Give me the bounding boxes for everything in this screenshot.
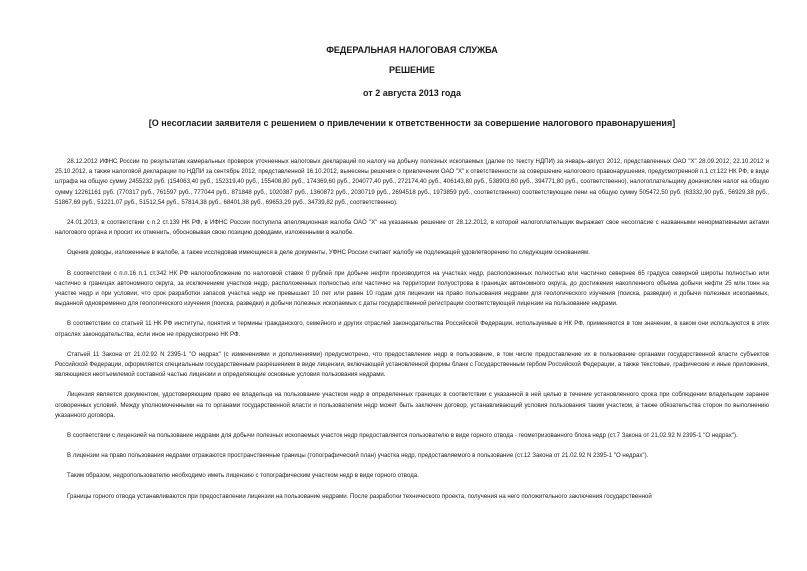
paragraph-11: Границы горного отвода устанавливаются при предоставлении лицензии на пользование недрами. После разработки технического проекта, получения на него положительного заключения государственной [67,492,652,500]
paragraph-9: В лицензии на право пользования недрами отражаются пространственные границы (топографический план) участка недр, предоставляемого в пользование (ст.12 Закона от 21.02.92 N 2395-1 "О недрах"). [67,452,649,460]
document-date: от 2 августа 2013 года [363,88,461,98]
paragraph-10: Таким образом, недропользователю необходимо иметь лицензию с топографическим участком недр в виде горного отвода. [67,472,419,480]
paragraph-1: 28.12.2012 ИФНС России по результатам камеральных проверок уточненных налоговых деклараций по налогу на добычу полезных ископаемых (далее по тексту НДПИ) за январь-август 2012, представленных ОАО "Х" 28.09.2012, 22.10.2012 и 25.10.2012, а также налоговой декларации по НДПИ за сентябрь 2012, представленной 16.10.2012, вынесены решения о привлечении ОАО "Х" к ответственности за совершение налогового правонарушения, предусмотренной п.1 ст.122 НК РФ, в виде штрафа на общую сумму 2455232 руб. (154063,40 руб., 152319,40 руб., 155408,80 руб., 174369,60 руб., 204077,40 руб., 272174,40 руб., 406143,80 руб., 538903,60 руб., 394771,80 руб., соответственно), налогоплательщику доначислен налог на общую сумму 12261161 руб. (770317 руб., 761597 руб., 777044 руб., 871848 руб., 1020387 руб., 1360872 руб., 2030719 руб., 2694518 руб., 1973859 руб., соответственно) соответствующие пени на общую сумму 505472,50 руб. (63332,90 руб., 56929,38 руб., 51867,69 руб., 51221,07 руб., 51512,54 руб., 57814,38 руб., 68401,38 руб., 69653,29 руб., 34739,82 руб., соответственно). [55,158,769,206]
paragraph-7: Лицензия является документом, удостоверяющим право ее владельца на пользование участком недр в определенных границах в соответствии с указанной в ней целью в течение установленного срока при соблюдении владельцем заранее оговоренных условий. Между уполномоченными на то органами государственной власти и пользователем недр может быть заключен договор, устанавливающий условия пользования таким участком, а также обязательства сторон по выполнению указанного договора. [55,391,769,419]
document-body [55,129,769,502]
document-subject: [О несогласии заявителя с решением о привлечении к ответственности за совершение налогового правонарушения] [148,118,676,128]
paragraph-6: Статьей 11 Закона от 21.02.92 N 2395-1 "О недрах" (с изменениями и дополнениями) предусмотрено, что предоставление недр в пользование, в том числе предоставление их в пользование органами государственной власти субъектов Российской Федерации, оформляется специальным государственным разрешением в виде лицензии, включающей установленной формы бланк с Государственным гербом Российской Федерации, а также текстовые, графические и иные приложения, являющиеся неотъемлемой составной частью лицензии и определяющие основные условия пользования недрами. [55,350,769,379]
document-type: РЕШЕНИЕ [388,65,436,75]
paragraph-8: В соответствии с лицензией на пользование недрами для добычи полезных ископаемых участок недр предоставляется пользователю в виде горного отвода - геометризованного блока недр (ст.7 Закона от 21.02.92 N 2395-1 "О недрах"). [67,432,738,440]
agency-title: ФЕДЕРАЛЬНАЯ НАЛОГОВАЯ СЛУЖБА [326,45,498,55]
paragraph-3: Оценив доводы, изложенные в жалобе, а также исследовав имеющиеся в деле документы, УФНС России считает жалобу не подлежащей удовлетворению по следующим основаниям. [67,249,590,257]
paragraph-2: 24.01.2013, в соответствии с п.2 ст.139 НК РФ, в ИФНС России поступила апелляционная жалоба ОАО "Х" на указанные решение от 28.12.2012, в которой налогоплательщик выражает свое несогласие с названными ненормативными актами налогового органа и просит их отменить, обосновывая свою позицию доводами, изложенными в жалобе. [55,219,769,237]
paragraph-4: В соответствии с п.п.16 п.1 ст.342 НК РФ налогообложение по налоговой ставке 0 рублей при добыче нефти производится на участках недр, расположенных полностью или частично севернее 65 градуса северной широты полностью или частично в границах автономного округа, за исключением участков недр, расположенных полностью или частично на территории полуострова в границах автономного округа, до достижения накопленного объема добычи нефти 25 млн.тонн на участке недр и при условии, что срок разработки запасов участка недр не превышает 10 лет или равен 10 годам для лицензии на право пользования недрами для геологического изучения (поиска, разведки) и добычи полезных ископаемых, выданной одновременно для геологического изучения (поиска, разведки) и добычи полезных ископаемых с даты государственной регистрации соответствующей лицензии на пользование недрами. [55,269,769,308]
paragraph-5: В соответствии со статьей 11 НК РФ институты, понятия и термины гражданского, семейного и других отраслей законодательства Российской Федерации, используемые в НК РФ, применяются в том значении, в каком они используются в этих отраслях законодательства, если иное не предусмотрено НК РФ. [55,320,769,338]
